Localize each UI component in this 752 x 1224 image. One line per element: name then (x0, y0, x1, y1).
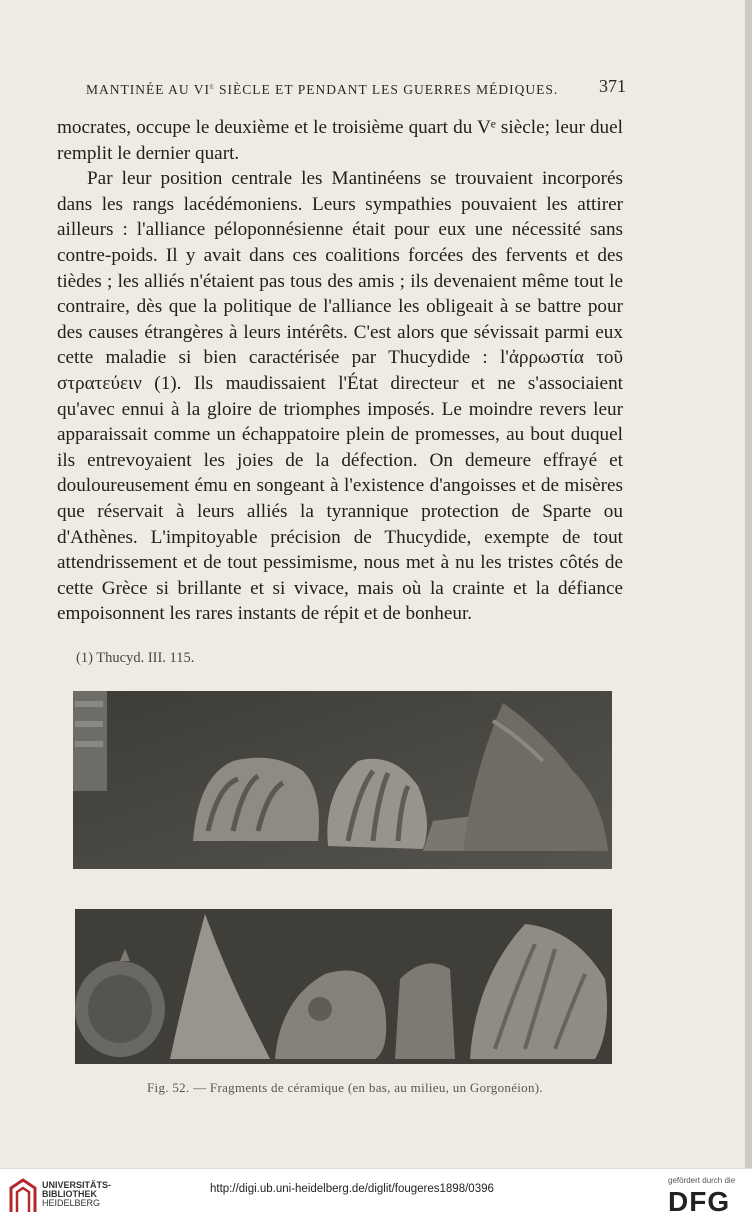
ceramic-fragments-photo-bottom (75, 909, 612, 1064)
permalink-url[interactable]: http://digi.ub.uni-heidelberg.de/diglit/fougeres1898/0396 (210, 1183, 494, 1195)
ceramic-fragments-photo-top (73, 691, 612, 869)
running-head (86, 76, 626, 98)
funding-note: gefördert durch die (668, 1176, 736, 1185)
library-name: UNIVERSITÄTS- BIBLIOTHEK HEIDELBERG (42, 1180, 112, 1208)
figure-caption: Fig. 52. — Fragments de céramique (en bas, au milieu, un Gorgonéion). (147, 1080, 543, 1095)
footnote: (1) Thucyd. III. 115. (76, 650, 195, 666)
photo-bottom-image (75, 909, 612, 1064)
footer-bar (0, 1168, 752, 1224)
photo-top-image (73, 691, 612, 869)
page-edge (745, 0, 752, 1168)
heidelberg-library-logo-icon[interactable] (8, 1178, 38, 1214)
running-head-title: MANTINÉE AU VIe SIÈCLE ET PENDANT LES GUERRES MÉDIQUES. (86, 80, 559, 97)
paragraph-1: mocrates, occupe le deuxième et le troisième quart du Vᵉ siècle; leur duel remplit le dernier quart. (57, 117, 623, 164)
body-text (57, 115, 623, 627)
paragraph-2: Par leur position centrale les Mantinéens se trouvaient incorporés dans les rangs lacédémoniens. Leurs sympathies pouvaient les attirer ailleurs : l'alliance péloponnésienne était pour eux une nécessité sans contre-poids. Il y avait dans ces coalitions forcées des fervents et des tièdes ; les alliés n'étaient pas tous des amis ; ils devenaient même tout le contraire, dès que la politique de l'alliance les obligeait à se battre pour des causes étrangères à leurs intérêts. C'est alors que sévissait parmi eux cette maladie si bien caractérisée par Thucydide : l'ἀρρωστία τοῦ στρατεύειν (1). Ils maudissaient l'État directeur et ne s'associaient qu'avec ennui à la gloire de triomphes imposés. Le moindre revers leur apparaissait comme un échappatoire plein de promesses, au bout duquel ils entrevoyaient les joies de la défection. On demeure effrayé et douloureusement ému en songeant à l'existence d'angoisses et de misères que réservait à leurs alliés la tyrannique protection de Sparte ou d'Athènes. L'impitoyable précision de Thucydide, exempte de tout attendrissement et de tout pessimisme, nous met à nu les tristes côtés de cette Grèce si brillante et si vivace, mais où la crainte et la défiance empoisonnent les rares instants de répit et de bonheur. (57, 168, 623, 625)
page-number: 371 (599, 76, 626, 96)
dfg-logo[interactable]: DFG (668, 1186, 731, 1217)
